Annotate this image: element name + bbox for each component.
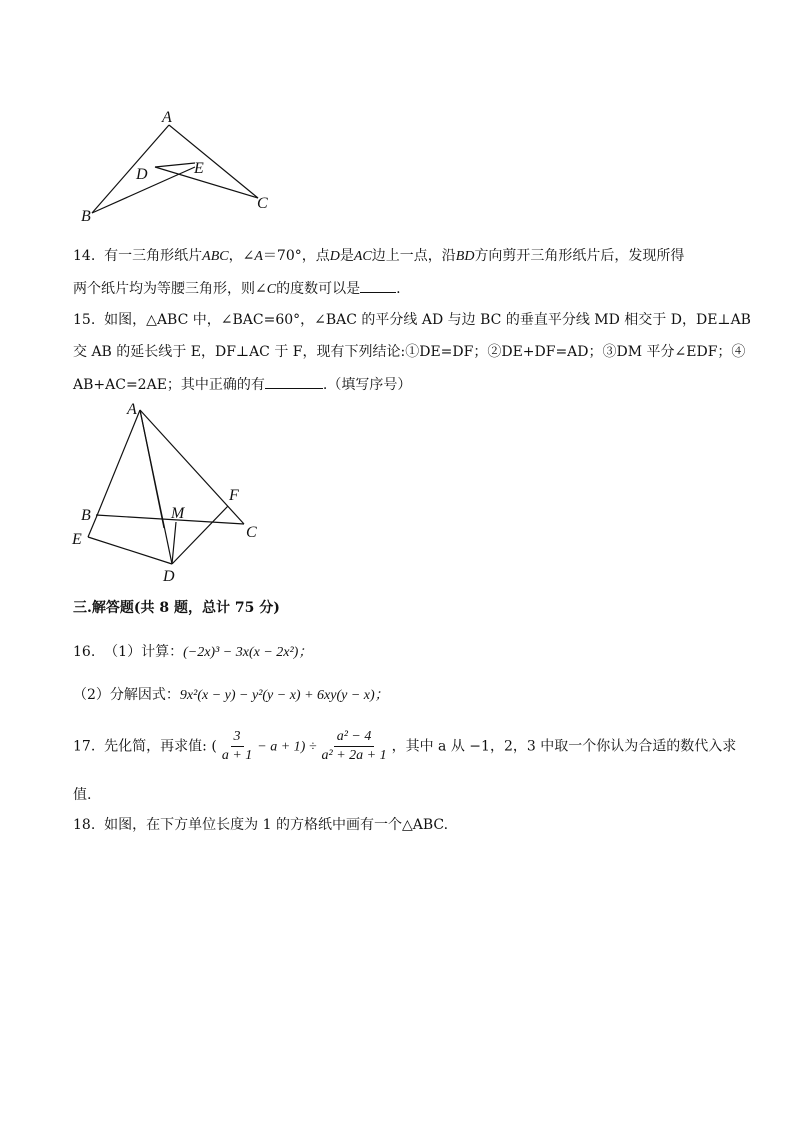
label-e: E xyxy=(194,160,204,177)
q17-line1: 17. 先化简，再求值: ( $\frac{3}{a + 1}$ − a + 1) ÷ $\frac{\text{a² − 4}}{\text{a² + 2a + 1}}$ ，其中 a 从 −1，2，3 中取一个你认为合适的数代入求 xyxy=(73,729,737,763)
answer-blank[interactable] xyxy=(265,374,323,389)
fraction-3-over-a-plus-1 xyxy=(219,728,255,765)
q16-expression: (−2x)³ − 3x(x − 2x²)； xyxy=(183,645,313,660)
label-e: E xyxy=(72,531,82,548)
q14-text: 两个纸片均为等腰三角形，则∠ xyxy=(73,281,267,297)
q15-line2 xyxy=(73,342,745,362)
q18-number: 18. xyxy=(73,817,96,833)
label-c: C xyxy=(246,524,257,541)
segment-ac xyxy=(169,125,258,198)
q16-part2 xyxy=(73,685,389,706)
q17-number: 17. xyxy=(73,738,96,755)
label-a: A xyxy=(127,401,137,418)
q17-lead: 先化简，再求值: xyxy=(104,738,207,755)
q17-middle: − a + 1) ÷ xyxy=(257,739,317,755)
q14-line1 xyxy=(73,246,684,267)
label-b: B xyxy=(81,507,91,524)
q15-line1 xyxy=(73,310,751,330)
q14-d: D xyxy=(329,249,340,264)
label-c: C xyxy=(257,195,268,212)
label-m: M xyxy=(171,505,185,522)
q14-a: A xyxy=(254,249,263,264)
q14-text: 方向剪开三角形纸片后，发现所得 xyxy=(474,248,685,264)
q15-text: 交 AB 的延长线于 E，DF⊥AC 于 F，现有下列结论:①DE=DF；②DE+DF=AD；③DM 平分∠EDF；④ xyxy=(73,344,746,360)
q14-text: 有一三角形纸片 xyxy=(104,248,203,264)
q14-text: ＝70°，点 xyxy=(262,248,330,264)
label-d: D xyxy=(163,568,175,585)
q15-text: AB+AC=2AE；其中正确的有 xyxy=(73,377,265,393)
fraction-denominator: a + 1 xyxy=(221,748,253,763)
segment-ab xyxy=(92,125,169,213)
segment-md xyxy=(172,522,176,564)
segment-ac xyxy=(140,410,244,524)
q16-part1 xyxy=(73,642,312,663)
label-a: A xyxy=(162,109,172,126)
q17-tail: ，其中 a 从 −1，2，3 中取一个你认为合适的数代入求 xyxy=(391,738,737,755)
q16-label: （2）分解因式： xyxy=(73,687,180,703)
q16-expression: 9x²(x − y) − y²(y − x) + 6xy(y − x)； xyxy=(179,688,389,703)
figure-triangle-bisector xyxy=(70,400,270,585)
fraction-denominator: a² + 2a + 1 xyxy=(321,748,387,763)
q14-text: 是 xyxy=(339,248,354,264)
q18-text: 如图，在下方单位长度为 1 的方格纸中画有一个△ABC. xyxy=(104,817,449,833)
figure-triangle-abc-de xyxy=(75,105,285,225)
q15-line3 xyxy=(73,374,411,395)
q16-label: （1）计算： xyxy=(104,644,184,660)
q14-ac: AC xyxy=(353,249,372,264)
q14-bd: BD xyxy=(455,249,475,264)
q16-number: 16. xyxy=(73,644,96,660)
q17-line2 xyxy=(73,785,91,805)
section-title: 三.解答题(共 8 题，总计 75 分) xyxy=(73,600,280,616)
q14-text: 边上一点，沿 xyxy=(371,248,456,264)
section-heading xyxy=(73,598,280,618)
segment-dc xyxy=(155,167,258,198)
q14-end: . xyxy=(396,281,401,297)
q14-text: 的度数可以是 xyxy=(276,281,361,297)
label-d: D xyxy=(136,166,148,183)
fraction-numerator: a² − 4 xyxy=(334,728,375,747)
answer-blank[interactable] xyxy=(360,278,396,293)
q14-text: ，∠ xyxy=(228,248,255,264)
segment-bc xyxy=(96,515,244,524)
segment-de xyxy=(155,163,195,167)
q14-abc: ABC xyxy=(202,249,229,264)
q17-text: 值. xyxy=(73,787,92,803)
fraction-a2-minus-4 xyxy=(319,728,390,765)
q15-text: .（填写序号） xyxy=(322,377,412,393)
fraction-numerator: 3 xyxy=(231,728,244,747)
segment-am xyxy=(140,410,164,528)
label-f: F xyxy=(229,487,239,504)
q15-number: 15. xyxy=(73,312,96,328)
q18-line xyxy=(73,815,448,835)
q15-text: 如图，△ABC 中，∠BAC=60°，∠BAC 的平分线 AD 与边 BC 的垂直平分线 MD 相交于 D，DE⊥AB xyxy=(104,312,751,328)
label-b: B xyxy=(81,208,91,225)
q14-number: 14. xyxy=(73,248,96,264)
q14-c: C xyxy=(266,282,277,297)
q14-line2 xyxy=(73,278,401,300)
segment-ab xyxy=(96,410,140,518)
segment-ed xyxy=(88,537,172,564)
